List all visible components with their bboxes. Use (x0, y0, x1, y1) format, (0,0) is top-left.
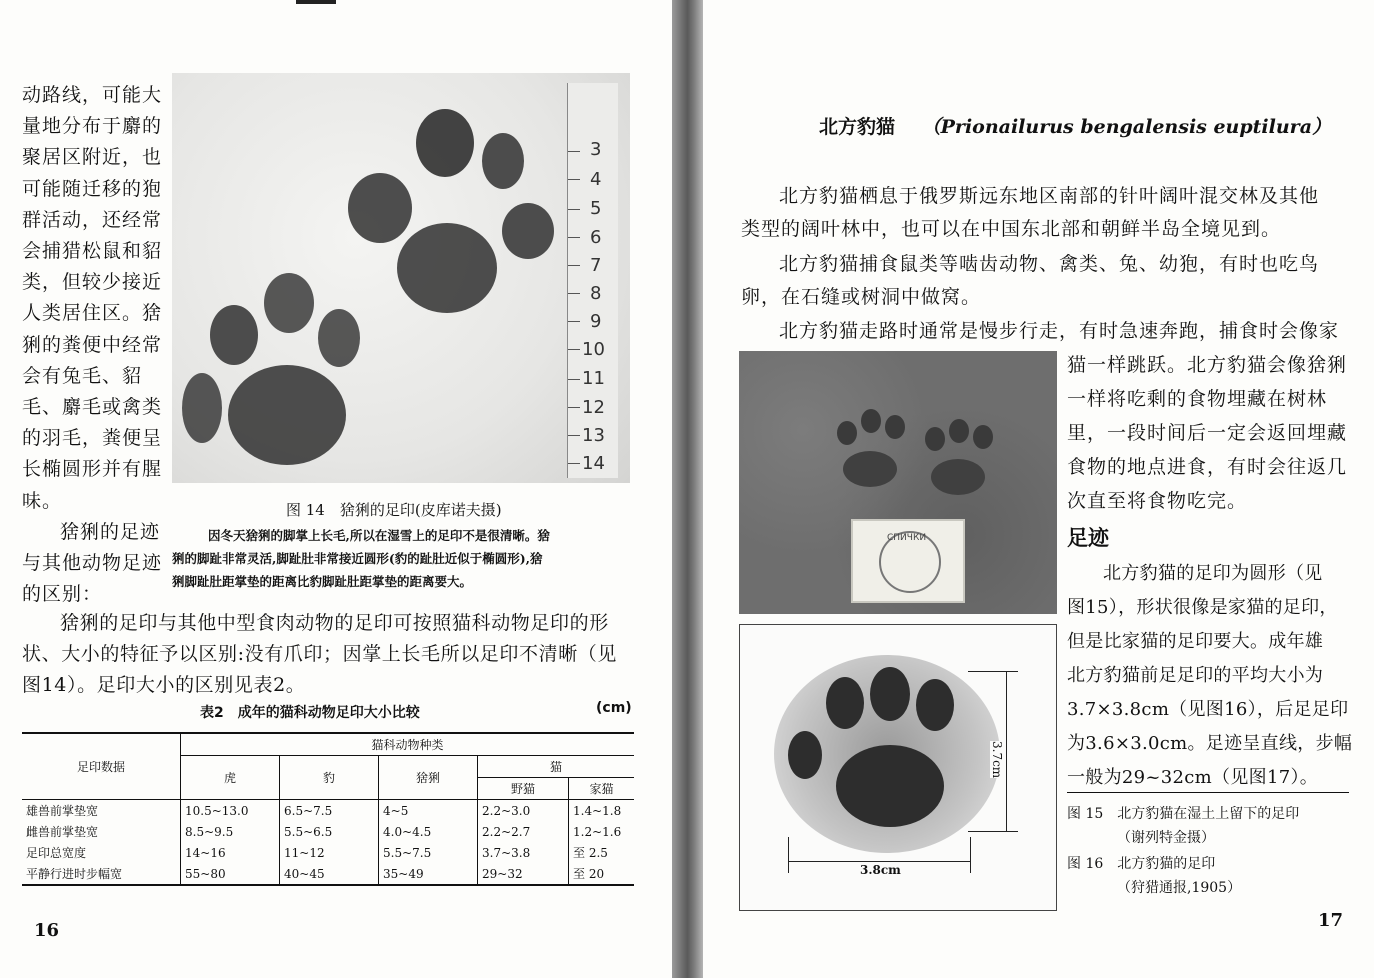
column-header: 虎 (181, 756, 280, 800)
ruler (567, 83, 618, 478)
table-cell: 2.2~2.7 (478, 821, 569, 842)
text-line: 类，但较少接近 (22, 271, 163, 294)
table-cell: 至 2.5 (569, 842, 635, 863)
table-cell: 4~5 (379, 800, 478, 822)
text-line: 味。 (22, 489, 63, 512)
ruler-number: 12 (582, 397, 605, 418)
full-paragraph (22, 608, 652, 702)
table-2-title: 表2 成年的猫科动物足印大小比较 (200, 705, 420, 721)
row-label: 雄兽前掌垫宽 (26, 804, 99, 818)
text-line: 次直至将食物吃完。 (1067, 490, 1248, 512)
caption-line: 猁脚趾肚距掌垫的距离比豹脚趾肚距掌垫的距离要大。 (172, 574, 473, 589)
figure-14-caption (172, 524, 634, 593)
group-header-cell: 猫科动物种类 (181, 733, 635, 756)
title-chinese: 北方豹猫 (819, 116, 896, 138)
text-line: 猁的粪便中经常 (22, 333, 163, 356)
text-line: 一样将吃剩的食物埋藏在树林 (1067, 388, 1328, 410)
text-line: 长椭圆形并有腥 (22, 458, 163, 481)
text-line: 会有兔毛、貂 (22, 364, 143, 387)
paragraph-2 (741, 248, 1361, 314)
column-header: 猞猁 (379, 756, 478, 800)
table-cell: 35~49 (379, 863, 478, 885)
text-line: 图14）。足印大小的区别见表2。 (22, 674, 306, 697)
table-cell: 1.2~1.6 (569, 821, 635, 842)
column-header: 野猫 (478, 778, 569, 800)
table-cell: 5.5~7.5 (379, 842, 478, 863)
table-cell: 1.4~1.8 (569, 800, 635, 822)
table-2 (22, 732, 634, 886)
table-cell: 8.5~9.5 (181, 821, 280, 842)
text-line: 一般为29~32cm（见图17）。 (1067, 767, 1319, 788)
ruler-number: 3 (590, 139, 602, 160)
row-label: 平静行进时步幅宽 (26, 867, 123, 881)
row-label: 雌兽前掌垫宽 (26, 825, 99, 839)
ruler-number: 14 (582, 453, 605, 474)
ruler-number: 13 (582, 425, 605, 446)
text-line: 的区别： (22, 583, 103, 606)
paragraph-3-side (1067, 348, 1357, 518)
paw-print (774, 655, 1000, 853)
paragraph-1 (741, 180, 1361, 246)
text-line: 北方豹猫走路时通常是慢步行走，有时急速奔跑，捕食时会像家 (779, 320, 1340, 342)
caption-line: 图 15 北方豹猫在湿土上留下的足印 (1067, 806, 1300, 822)
table-cell: 3.7~3.8 (478, 842, 569, 863)
text-line: 类型的阔叶林中，也可以在中国东北部和朝鲜半岛全境见到。 (741, 218, 1282, 240)
table-cell: 11~12 (280, 842, 379, 863)
text-line: 猞猁的足印与其他中型食肉动物的足印可按照猫科动物足印的形 (60, 612, 609, 634)
dimension-line-vertical (1006, 671, 1007, 831)
paragraph-3-first (741, 315, 1361, 348)
table-row (22, 842, 634, 863)
ruler-number: 4 (590, 169, 602, 190)
cat-group-header: 猫 (478, 756, 635, 778)
figure-16-caption (1067, 852, 1241, 900)
matchbox-text: СПИЧКИ (887, 533, 927, 543)
text-line: 为3.6×3.0cm。足迹呈直线，步幅 (1067, 733, 1353, 754)
ruler-number: 11 (582, 368, 605, 389)
text-line: 图15），形状很像是家猫的足印， (1067, 597, 1338, 618)
text-line: 猫一样跳跃。北方豹猫会像猞猁 (1067, 354, 1348, 376)
text-line: 北方豹猫捕食鼠类等啮齿动物、禽类、兔、幼狍，有时也吃鸟 (779, 253, 1320, 275)
dimension-label-horizontal: 3.8cm (860, 863, 901, 877)
table-cell: 2.2~3.0 (478, 800, 569, 822)
text-line: 的羽毛，粪便呈 (22, 427, 163, 450)
text-line: 北方豹猫的足印为圆形（见 (1103, 563, 1323, 584)
table-row (22, 821, 634, 842)
text-line: 可能随迁移的狍 (22, 177, 163, 200)
table-cell: 4.0~4.5 (379, 821, 478, 842)
title-latin: （Prionailurus bengalensis euptilura） (921, 116, 1332, 138)
figure-15-photo (739, 351, 1057, 614)
text-line: 里，一段时间后一定会返回埋藏 (1067, 422, 1348, 444)
column-header: 家猫 (569, 778, 635, 800)
page-number: 17 (1318, 910, 1344, 931)
ruler-number: 7 (590, 255, 602, 276)
table-cell: 40~45 (280, 863, 379, 885)
text-line: 与其他动物足迹 (22, 552, 163, 575)
text-line: 食物的地点进食，有时会往返几 (1067, 456, 1348, 478)
side-paragraph (22, 80, 167, 610)
table-cell: 14~16 (181, 842, 280, 863)
text-line: 北方豹猫栖息于俄罗斯远东地区南部的针叶阔叶混交林及其他 (779, 185, 1320, 207)
header-mark (296, 0, 336, 4)
dimension-label-vertical: 3.7cm (990, 741, 1004, 779)
row-label: 足印总宽度 (26, 846, 87, 860)
text-line: 毛、麝毛或禽类 (22, 396, 163, 419)
caption-line: 图 16 北方豹猫的足印 (1067, 856, 1216, 872)
table-row (22, 800, 634, 822)
footprint-paragraph (1067, 557, 1357, 795)
text-line: 3.7×3.8cm（见图16），后足足印 (1067, 699, 1349, 720)
table-cell: 10.5~13.0 (181, 800, 280, 822)
ruler-number: 6 (590, 227, 602, 248)
divider (1067, 792, 1349, 793)
text-line: 猞猁的足迹 (60, 520, 161, 543)
caption-line: （谢列特金摄） (1117, 830, 1215, 846)
text-line: 群活动，还经常 (22, 208, 163, 231)
table-cell: 55~80 (181, 863, 280, 885)
figure-15-caption (1067, 802, 1299, 850)
caption-line: 因冬天猞猁的脚掌上长毛,所以在湿雪上的足印不是很清晰。猞 (208, 528, 550, 543)
ruler-number: 9 (590, 311, 602, 332)
figure-16-drawing (739, 624, 1057, 911)
page-number: 16 (34, 920, 60, 941)
caption-line: （狩猎通报,1905） (1117, 880, 1242, 896)
table-cell: 6.5~7.5 (280, 800, 379, 822)
column-header: 豹 (280, 756, 379, 800)
dimension-line-horizontal (788, 861, 970, 862)
text-line: 卵，在石缝或树洞中做窝。 (741, 286, 982, 308)
section-title (819, 112, 1331, 139)
table-cell: 29~32 (478, 863, 569, 885)
table-cell: 至 20 (569, 863, 635, 885)
table-row (22, 863, 634, 885)
text-line: 但是比家猫的足印要大。成年雄 (1067, 631, 1324, 652)
caption-line: 猁的脚趾非常灵活,脚趾肚非常接近圆形(豹的趾肚近似于椭圆形),猞 (172, 551, 543, 566)
subheading-footprints: 足迹 (1067, 526, 1109, 550)
text-line: 人类居住区。猞 (22, 302, 163, 325)
ruler-number: 8 (590, 283, 602, 304)
figure-14-photo (172, 73, 630, 483)
text-line: 会捕猎松鼠和貂 (22, 240, 163, 263)
matchbox (851, 519, 965, 603)
text-line: 北方豹猫前足足印的平均大小为 (1067, 665, 1324, 686)
book-gutter (672, 0, 703, 978)
text-line: 量地分布于麝的 (22, 115, 163, 138)
table-cell: 5.5~6.5 (280, 821, 379, 842)
text-line: 聚居区附近，也 (22, 146, 163, 169)
left-page (0, 0, 672, 978)
figure-14-title: 图 14 猞猁的足印(皮库诺夫摄) (286, 501, 502, 519)
ruler-number: 10 (582, 339, 605, 360)
text-line: 状、大小的特征予以区别:没有爪印；因掌上长毛所以足印不清晰（见 (22, 643, 618, 666)
table-2-unit: (cm) (596, 700, 632, 716)
ruler-number: 5 (590, 198, 602, 219)
row-header-cell: 足印数据 (22, 733, 181, 800)
text-line: 动路线，可能大 (22, 84, 163, 106)
